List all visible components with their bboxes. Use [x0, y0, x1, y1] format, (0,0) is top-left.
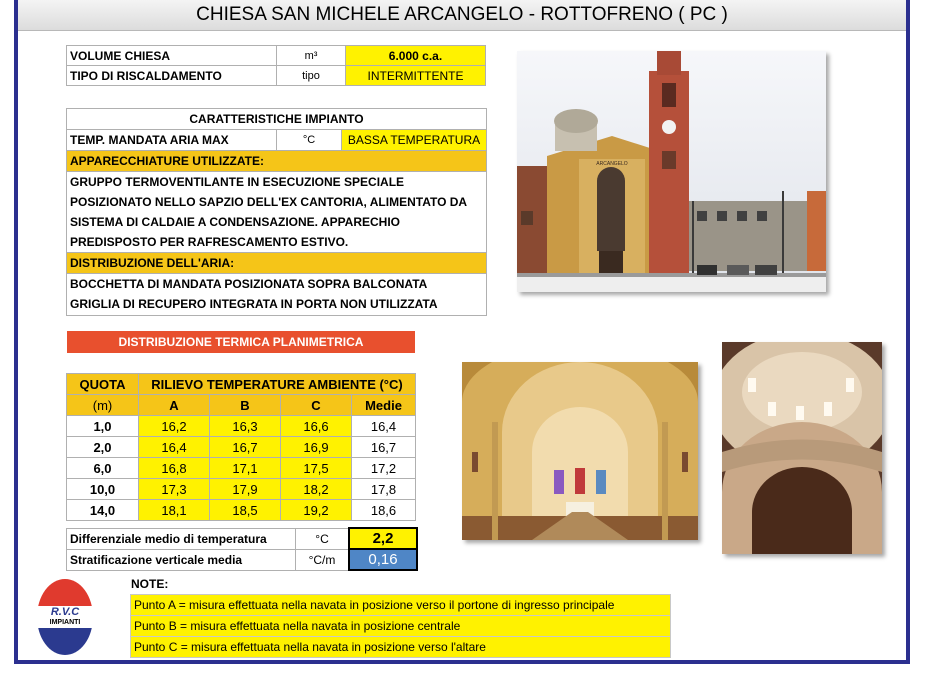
medie-cell: 16,4: [352, 416, 416, 437]
apparecchiature-line: SISTEMA DI CALDAIE A CONDENSAZIONE. APPARECHIO: [70, 215, 401, 229]
frame-right-border: [906, 0, 910, 664]
distribuzione-line: GRIGLIA DI RECUPERO INTEGRATA IN PORTA NON UTILIZZATA: [70, 297, 438, 311]
value-a-cell: 18,1: [139, 500, 210, 521]
info-label: TIPO DI RISCALDAMENTO: [67, 66, 277, 86]
church-dome-photo: [722, 342, 882, 554]
value-b-cell: 17,1: [210, 458, 281, 479]
col-c-header: C: [281, 395, 352, 416]
rilievo-header: RILIEVO TEMPERATURE AMBIENTE (°C): [139, 374, 416, 395]
info-unit: m³: [277, 46, 346, 66]
note-item: Punto B = misura effettuata nella navata in posizione centrale: [131, 616, 671, 637]
col-a-header: A: [139, 395, 210, 416]
table-row: [67, 500, 416, 521]
note-item: Punto C = misura effettuata nella navata in posizione verso l'altare: [131, 637, 671, 658]
value-a-cell: 16,4: [139, 437, 210, 458]
temperature-table: [66, 373, 416, 521]
svg-text:ARCANGELO: ARCANGELO: [596, 161, 628, 167]
summary-table: [66, 527, 418, 571]
quota-cell: 6,0: [67, 458, 139, 479]
value-c-cell: 17,5: [281, 458, 352, 479]
church-exterior-photo: [517, 51, 826, 292]
apparecchiature-line: GRUPPO TERMOVENTILANTE IN ESECUZIONE SPECIALE: [70, 175, 405, 189]
quota-cell: 1,0: [67, 416, 139, 437]
table-row: [131, 637, 671, 658]
temp-mandata-row: [67, 129, 486, 150]
church-nave-photo: [462, 362, 698, 540]
info-unit: tipo: [277, 66, 346, 86]
value-b-cell: 18,5: [210, 500, 281, 521]
value-c-cell: 16,9: [281, 437, 352, 458]
table-row: [67, 66, 486, 86]
temp-mandata-label: TEMP. MANDATA ARIA MAX: [67, 130, 277, 150]
table-row: [67, 416, 416, 437]
table-row: [67, 458, 416, 479]
apparecchiature-header: APPARECCHIATURE UTILIZZATE:: [67, 150, 486, 172]
table-row: [131, 616, 671, 637]
quota-unit: (m): [67, 395, 139, 416]
notes-title: NOTE:: [131, 577, 169, 591]
distribuzione-line: BOCCHETTA DI MANDATA POSIZIONATA SOPRA BALCONATA: [70, 277, 428, 291]
summary-label: Stratificazione verticale media: [67, 549, 296, 570]
apparecchiature-line: PREDISPOSTO PER RAFRESCAMENTO ESTIVO.: [70, 235, 349, 249]
value-c-cell: 16,6: [281, 416, 352, 437]
col-b-header: B: [210, 395, 281, 416]
info-table: [66, 45, 486, 86]
value-b-cell: 17,9: [210, 479, 281, 500]
table-header-row: [67, 374, 416, 395]
logo-text: R.V.C: [50, 606, 80, 618]
value-a-cell: 16,2: [139, 416, 210, 437]
medie-cell: 17,8: [352, 479, 416, 500]
medie-cell: 17,2: [352, 458, 416, 479]
medie-cell: 16,7: [352, 437, 416, 458]
table-row: [67, 437, 416, 458]
notes-table: [130, 594, 671, 658]
table-row: [67, 479, 416, 500]
quota-header: QUOTA: [67, 374, 139, 395]
quota-cell: 14,0: [67, 500, 139, 521]
summary-unit: °C/m: [296, 549, 350, 570]
impianto-header: CARATTERISTICHE IMPIANTO: [189, 112, 364, 126]
value-c-cell: 18,2: [281, 479, 352, 500]
table-row: [67, 549, 418, 570]
table-header-row: [67, 395, 416, 416]
temp-mandata-unit: °C: [277, 130, 342, 150]
frame-left-border: [14, 0, 18, 664]
differenziale-value: 2,2: [349, 528, 417, 549]
value-b-cell: 16,3: [210, 416, 281, 437]
value-b-cell: 16,7: [210, 437, 281, 458]
medie-cell: 18,6: [352, 500, 416, 521]
apparecchiature-line: POSIZIONATO NELLO SAPZIO DELL'EX CANTORIA, ALIMENTATO DA: [70, 195, 468, 209]
impianto-panel: [66, 108, 487, 316]
value-a-cell: 17,3: [139, 479, 210, 500]
note-item: Punto A = misura effettuata nella navata in posizione verso il portone di ingresso principale: [131, 595, 671, 616]
quota-cell: 2,0: [67, 437, 139, 458]
frame-bottom-border: [14, 660, 910, 664]
info-value: INTERMITTENTE: [346, 66, 486, 86]
stratificazione-value: 0,16: [349, 549, 417, 570]
summary-label: Differenziale medio di temperatura: [67, 528, 296, 549]
col-medie-header: Medie: [352, 395, 416, 416]
table-row: [67, 46, 486, 66]
value-a-cell: 16,8: [139, 458, 210, 479]
summary-unit: °C: [296, 528, 350, 549]
value-c-cell: 19,2: [281, 500, 352, 521]
table-row: [67, 528, 418, 549]
distribuzione-header: DISTRIBUZIONE DELL'ARIA:: [67, 252, 486, 274]
distribuzione-termica-banner: DISTRIBUZIONE TERMICA PLANIMETRICA: [67, 331, 415, 353]
info-value: 6.000 c.a.: [346, 46, 486, 66]
rvc-logo: [36, 578, 94, 656]
table-row: [131, 595, 671, 616]
quota-cell: 10,0: [67, 479, 139, 500]
temp-mandata-value: BASSA TEMPERATURA: [342, 130, 486, 150]
page-title: CHIESA SAN MICHELE ARCANGELO - ROTTOFRENO ( PC ): [18, 0, 906, 31]
logo-subtext: IMPIANTI: [49, 619, 81, 626]
info-label: VOLUME CHIESA: [67, 46, 277, 66]
